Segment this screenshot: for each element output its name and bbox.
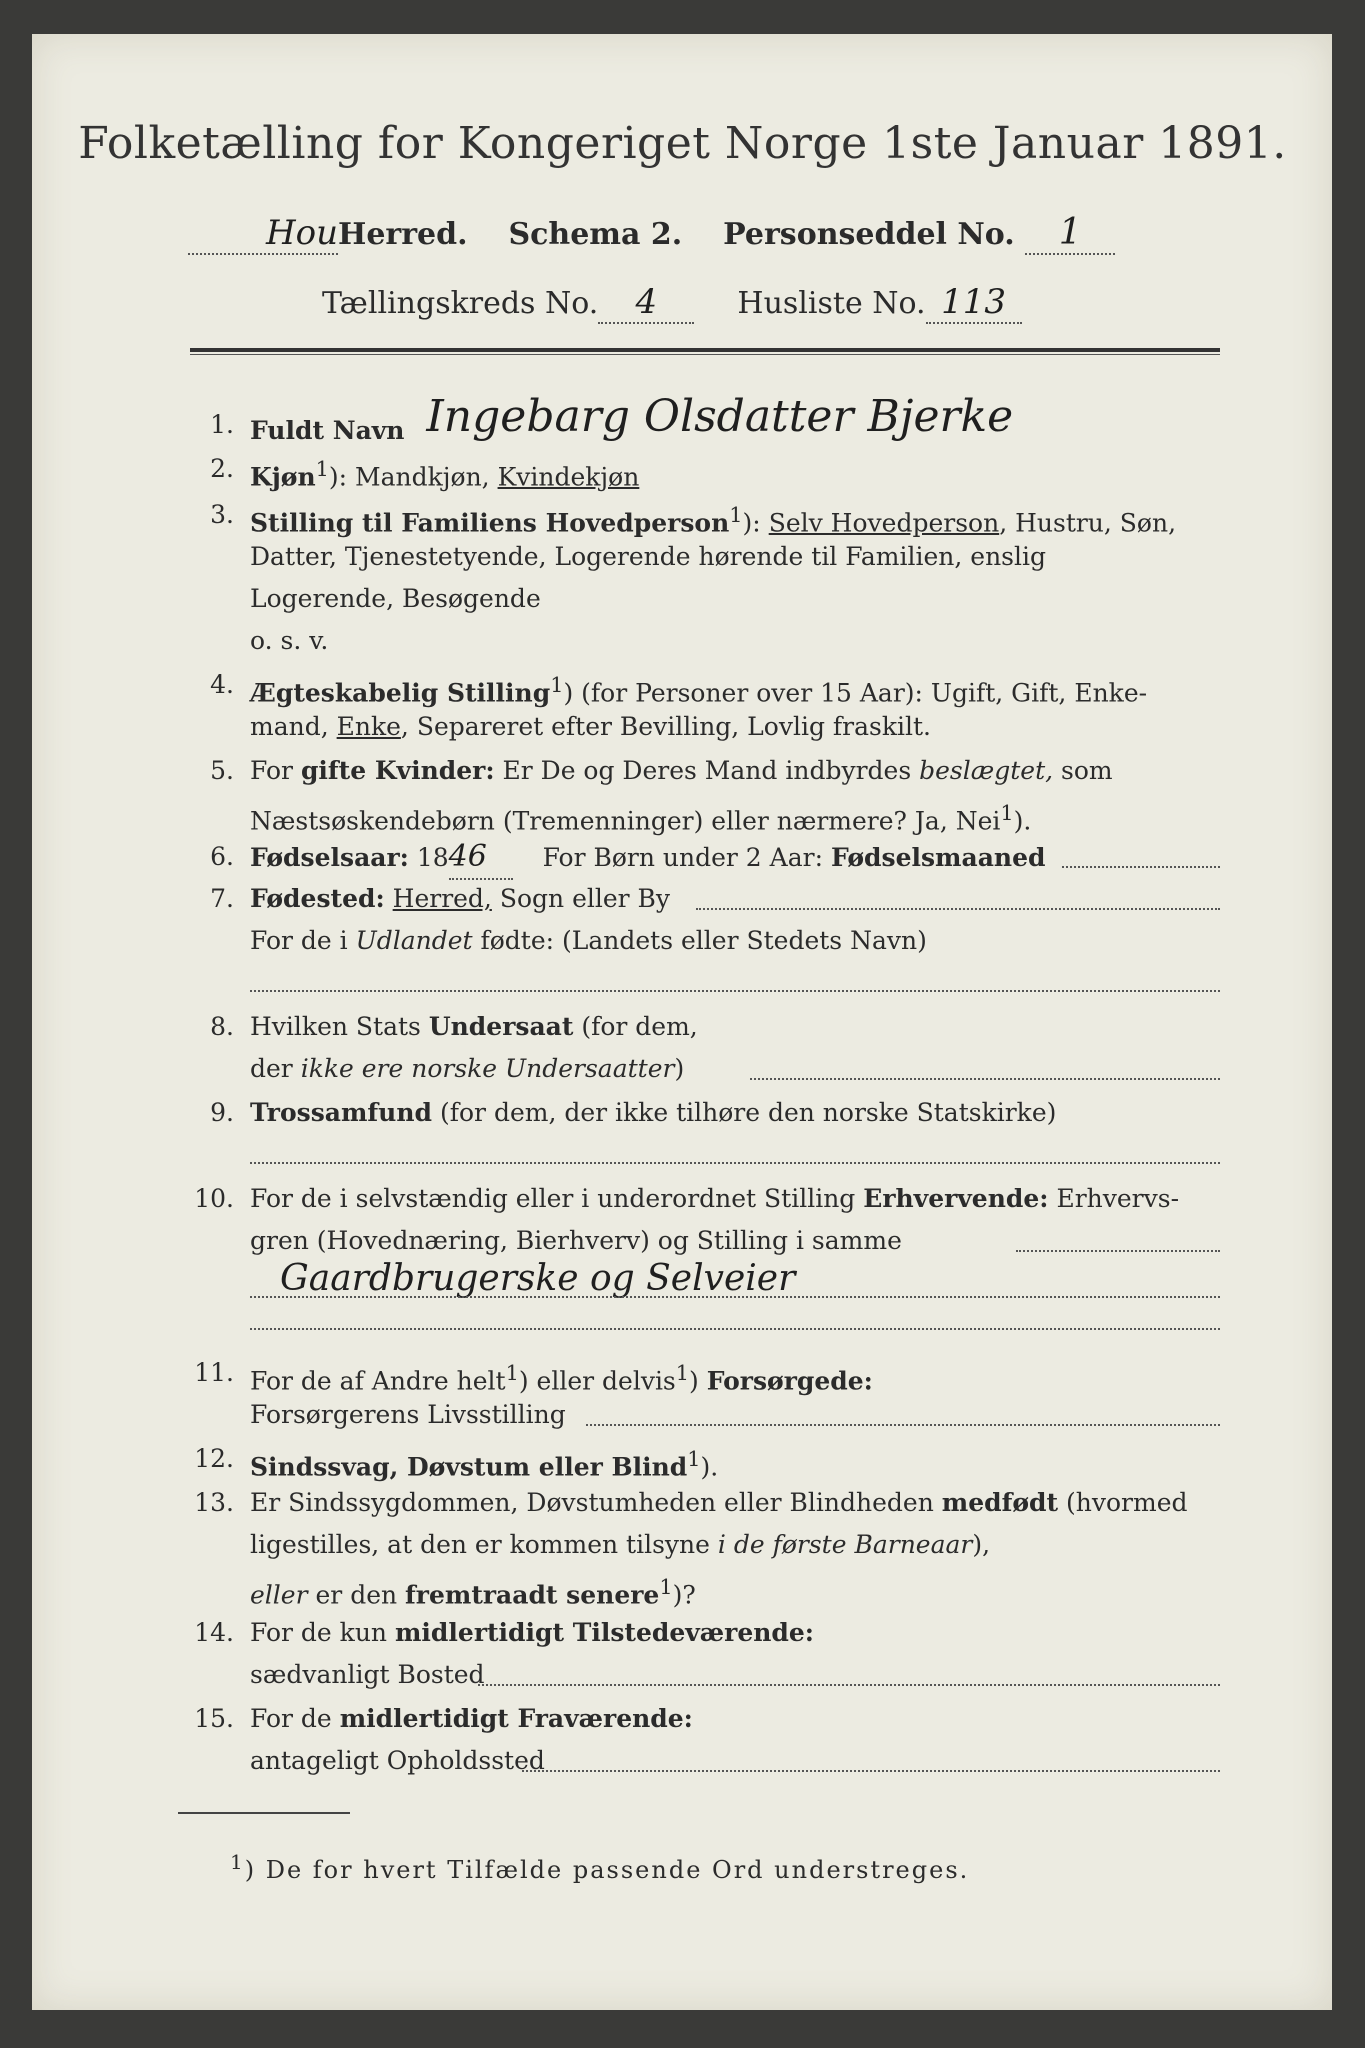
q2-line bbox=[250, 448, 1220, 498]
foreign-birthplace-field[interactable] bbox=[250, 990, 1220, 992]
q12-end: ). bbox=[700, 1452, 719, 1482]
q5-line-2 bbox=[250, 792, 1220, 842]
q7-line-2-post: fødte: (Landets eller Stedets Navn) bbox=[480, 926, 927, 955]
q13-line-2 bbox=[250, 1524, 1220, 1566]
q4-selected-option: Enke bbox=[336, 712, 401, 741]
q5-line-1 bbox=[250, 750, 1220, 792]
header-rule-thin bbox=[190, 354, 1220, 355]
q14-text-pre: For de kun bbox=[250, 1618, 388, 1647]
religion-field[interactable] bbox=[250, 1162, 1220, 1164]
question-2 bbox=[190, 448, 1220, 490]
q5-number: 5. bbox=[210, 756, 234, 785]
question-7 bbox=[190, 878, 1220, 1004]
header-kreds-line bbox=[322, 282, 1022, 324]
herred-value: Hou bbox=[188, 213, 338, 255]
q8-label: Undersaat bbox=[428, 1012, 574, 1041]
question-8 bbox=[190, 1006, 1220, 1092]
q14-line-2: sædvanligt Bosted bbox=[250, 1660, 485, 1689]
q8-number: 8. bbox=[210, 1012, 234, 1041]
husliste-label: Husliste No. bbox=[737, 286, 926, 321]
herred-label: Herred. bbox=[338, 217, 468, 252]
q5-italic: beslægtet, bbox=[919, 756, 1054, 785]
q13-text-post: (hvormed bbox=[1066, 1488, 1188, 1517]
q13-line-3 bbox=[250, 1566, 1220, 1616]
q11-line-2: Forsørgerens Livsstilling bbox=[250, 1400, 566, 1429]
question-4 bbox=[190, 664, 1220, 750]
q6-text-mid: For Børn under 2 Aar: bbox=[542, 843, 823, 872]
q5-label: gifte Kvinder: bbox=[300, 756, 495, 785]
q7-line-2-pre: For de i bbox=[250, 926, 348, 955]
question-15 bbox=[190, 1698, 1220, 1784]
q3-line-3: Logerende, Besøgende bbox=[250, 584, 541, 613]
q12-label: Sindssvag, Døvstum eller Blind bbox=[250, 1452, 688, 1482]
q7-label: Fødested: bbox=[250, 884, 385, 913]
q5-text-pre: For bbox=[250, 756, 293, 785]
q13-line-3-mid: er den bbox=[315, 1580, 398, 1610]
occupation-field-3[interactable] bbox=[250, 1328, 1220, 1330]
q11-text-mid: ) eller delvis bbox=[518, 1366, 676, 1396]
q5-text-mid: Er De og Deres Mand indbyrdes bbox=[502, 756, 912, 785]
q5-text-post: som bbox=[1061, 756, 1113, 785]
husliste-value: 113 bbox=[926, 282, 1022, 324]
q3-text-post: , Hustru, Søn, bbox=[999, 508, 1177, 538]
q4-line-2 bbox=[250, 706, 1220, 748]
q5-line-2-end: ). bbox=[1013, 806, 1032, 836]
question-13 bbox=[190, 1482, 1220, 1610]
birth-month-field[interactable] bbox=[1062, 866, 1220, 868]
q8-line-2-pre: der bbox=[250, 1054, 293, 1083]
q11-footnote-mark-2: 1 bbox=[675, 1361, 690, 1385]
birthplace-field[interactable] bbox=[696, 908, 1220, 910]
question-1 bbox=[190, 391, 1220, 454]
q14-number: 14. bbox=[194, 1618, 234, 1647]
q4-footnote-mark: 1 bbox=[550, 673, 564, 697]
kreds-value: 4 bbox=[598, 282, 694, 324]
question-14 bbox=[190, 1612, 1220, 1698]
q8-text-pre: Hvilken Stats bbox=[250, 1012, 421, 1041]
q9-label: Trossamfund bbox=[250, 1098, 433, 1127]
q15-text-pre: For de bbox=[250, 1704, 332, 1733]
footnote-rule bbox=[178, 1812, 350, 1814]
footnote bbox=[230, 1850, 969, 1884]
q1-label: Fuldt Navn bbox=[250, 416, 405, 445]
occupation-field-2[interactable] bbox=[250, 1296, 1220, 1298]
question-3 bbox=[190, 494, 1220, 664]
q13-line-3-end: )? bbox=[672, 1580, 696, 1610]
q13-line-2-italic: i de første Barneaar bbox=[717, 1530, 973, 1559]
q7-line-2 bbox=[250, 920, 1220, 962]
q8-line-2-italic: ikke ere norske Undersaatter bbox=[300, 1054, 675, 1083]
q7-selected-option: Herred, bbox=[392, 884, 492, 913]
q3-text-pre: ): bbox=[742, 508, 761, 538]
question-12 bbox=[190, 1438, 1220, 1480]
q2-footnote-mark: 1 bbox=[315, 457, 329, 481]
question-5 bbox=[190, 750, 1220, 836]
q13-line-2-post: ), bbox=[972, 1530, 991, 1559]
full-name-value: Ingebarg Olsdatter Bjerke bbox=[426, 391, 1014, 442]
q5-footnote-mark: 1 bbox=[1000, 801, 1014, 825]
q13-number: 13. bbox=[194, 1488, 234, 1517]
q3-line-4: o. s. v. bbox=[250, 626, 329, 655]
schema-label: Schema 2. bbox=[508, 217, 683, 252]
q11-footnote-mark-1: 1 bbox=[505, 1361, 519, 1385]
usual-residence-field[interactable] bbox=[478, 1684, 1220, 1686]
question-6 bbox=[190, 836, 1220, 878]
q10-line-1 bbox=[250, 1178, 1220, 1220]
q10-text-post: Erhvervs- bbox=[1056, 1184, 1180, 1213]
q14-label: midlertidigt Tilstedeværende: bbox=[394, 1618, 815, 1647]
q1-line bbox=[250, 391, 1220, 452]
q10-label: Erhvervende: bbox=[863, 1184, 1049, 1213]
q14-line-1 bbox=[250, 1612, 1220, 1654]
q3-footnote-mark: 1 bbox=[729, 503, 743, 527]
q11-text-pre: For de af Andre helt bbox=[250, 1366, 506, 1396]
occupation-field-1[interactable] bbox=[1016, 1250, 1220, 1252]
q4-text: ) (for Personer over 15 Aar): Ugift, Gift, Enke- bbox=[563, 678, 1148, 708]
q11-label: Forsørgede: bbox=[706, 1366, 873, 1396]
personseddel-value: 1 bbox=[1025, 212, 1115, 255]
q13-footnote-mark: 1 bbox=[659, 1575, 673, 1599]
q9-number: 9. bbox=[210, 1098, 234, 1127]
q5-line-2-text: Næstsøskendebørn (Tremenninger) eller nærmere? Ja, Nei bbox=[250, 806, 1001, 836]
q15-line-2: antageligt Opholdssted bbox=[250, 1746, 545, 1775]
q10-text-pre: For de i selvstændig eller i underordnet Stilling bbox=[250, 1184, 856, 1213]
q13-text-pre: Er Sindssygdommen, Døvstumheden eller Blindheden bbox=[250, 1488, 934, 1517]
header-herred-line bbox=[188, 212, 1115, 255]
question-11 bbox=[190, 1352, 1220, 1438]
probable-residence-field[interactable] bbox=[522, 1770, 1220, 1772]
q15-line-1 bbox=[250, 1698, 1220, 1740]
q7-number: 7. bbox=[210, 884, 234, 913]
q3-selected-option: Selv Hovedperson bbox=[768, 508, 1000, 538]
q8-line-1 bbox=[250, 1006, 1220, 1048]
q8-line-2 bbox=[250, 1048, 1220, 1090]
nationality-field[interactable] bbox=[750, 1078, 1220, 1080]
q6-number: 6. bbox=[210, 842, 234, 871]
q1-number: 1. bbox=[210, 410, 234, 439]
q13-line-2-pre: ligestilles, at den er kommen tilsyne bbox=[250, 1530, 710, 1559]
personseddel-label: Personseddel No. bbox=[723, 217, 1015, 252]
q12-footnote-mark: 1 bbox=[687, 1447, 701, 1471]
q9-line bbox=[250, 1092, 1220, 1134]
q13-line-3-italic: eller bbox=[250, 1580, 308, 1610]
q8-line-2-post: ) bbox=[674, 1054, 685, 1083]
provider-occupation-field[interactable] bbox=[586, 1424, 1220, 1426]
q15-number: 15. bbox=[194, 1704, 234, 1733]
birth-year-prefix: 18 bbox=[416, 843, 449, 872]
q4-number: 4. bbox=[210, 670, 234, 699]
q10-number: 10. bbox=[194, 1184, 234, 1213]
q4-label: Ægteskabelig Stilling bbox=[250, 678, 551, 708]
q10-line-2: gren (Hovednæring, Bierhverv) og Stilling i samme bbox=[250, 1226, 902, 1255]
q3-number: 3. bbox=[210, 500, 234, 529]
occupation-value: Gaardbrugerske og Selveier bbox=[280, 1258, 796, 1299]
footnote-text: ) De for hvert Tilfælde passende Ord understreges. bbox=[244, 1856, 970, 1884]
q11-number: 11. bbox=[194, 1358, 234, 1387]
q3-line-2: Datter, Tjenestetyende, Logerende hørende til Familien, enslig bbox=[250, 542, 1047, 571]
q15-label: midlertidigt Fraværende: bbox=[339, 1704, 693, 1733]
q2-selected-option: Kvindekjøn bbox=[497, 462, 640, 492]
q2-text: ): Mandkjøn, bbox=[328, 462, 490, 492]
q12-number: 12. bbox=[194, 1444, 234, 1473]
question-10 bbox=[190, 1178, 1220, 1338]
footnote-mark: 1 bbox=[230, 1850, 245, 1874]
q2-number: 2. bbox=[210, 454, 234, 483]
q6-line bbox=[250, 836, 1220, 880]
q9-text: (for dem, der ikke tilhøre den norske Statskirke) bbox=[439, 1098, 1057, 1127]
q7-line-2-italic: Udlandet bbox=[355, 926, 473, 955]
q13-label: medfødt bbox=[941, 1488, 1059, 1517]
q11-text-end: ) bbox=[689, 1366, 699, 1396]
q8-text-post: (for dem, bbox=[581, 1012, 698, 1041]
q4-text-pre: mand, bbox=[250, 712, 329, 741]
question-9 bbox=[190, 1092, 1220, 1178]
kreds-label: Tællingskreds No. bbox=[322, 286, 599, 321]
q4-text-post: , Separeret efter Bevilling, Lovlig fraskilt. bbox=[400, 712, 931, 741]
q3-label: Stilling til Familiens Hovedperson bbox=[250, 508, 730, 538]
birth-year-value: 46 bbox=[449, 836, 513, 880]
q12-line bbox=[250, 1438, 1220, 1488]
q2-label: Kjøn bbox=[250, 462, 316, 492]
q13-line-1 bbox=[250, 1482, 1220, 1524]
q7-text: Sogn eller By bbox=[499, 884, 671, 913]
q6-label-2: Fødselsmaaned bbox=[830, 843, 1046, 872]
form-title: Folketælling for Kongeriget Norge 1ste Januar 1891. bbox=[78, 118, 1287, 169]
header-rule bbox=[190, 348, 1220, 352]
q6-label: Fødselsaar: bbox=[250, 843, 409, 872]
q13-label-2: fremtraadt senere bbox=[405, 1580, 660, 1610]
q7-line-1 bbox=[250, 878, 1220, 920]
